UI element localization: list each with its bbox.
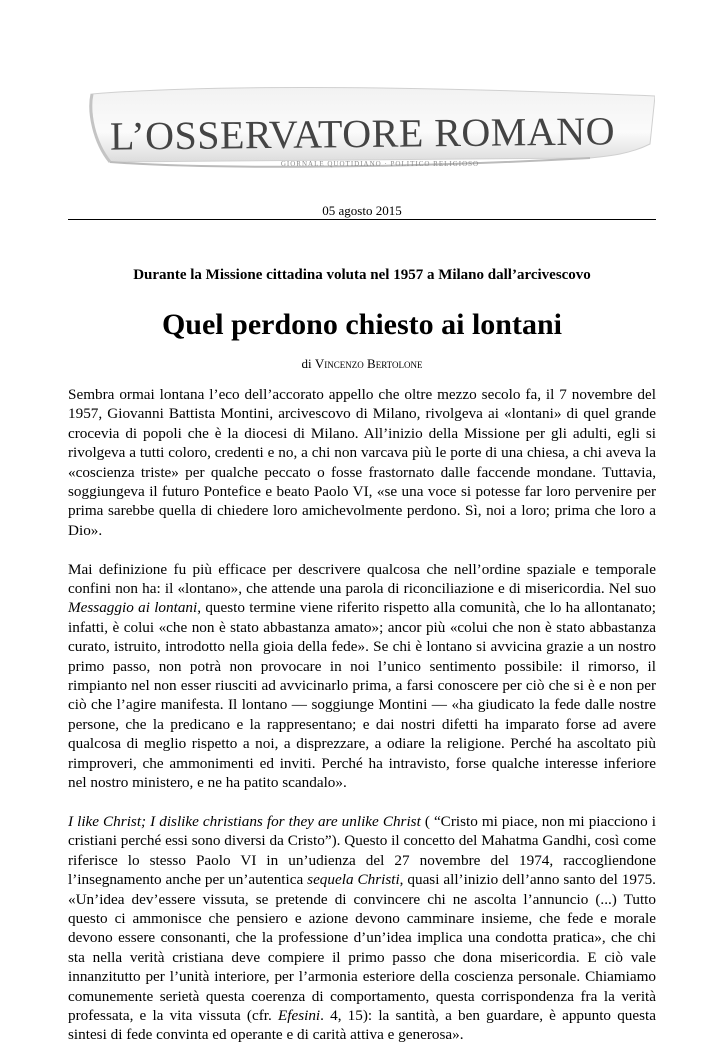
paragraph-2 xyxy=(68,560,656,793)
masthead-subtitle: GIORNALE QUOTIDIANO · POLITICO RELIGIOSO xyxy=(280,160,480,168)
paragraph-2-italic: Messaggio ai lontani xyxy=(68,599,198,617)
byline-author: Vincenzo Bertolone xyxy=(314,356,423,371)
article-kicker: Durante la Missione cittadina voluta nel 1957 a Milano dall’arcivescovo xyxy=(133,267,591,283)
paragraph-3-italic-sequela: sequela Christi xyxy=(307,871,400,889)
paragraph-3-text-a: ( “Cristo mi piace, non mi piacciono i cristiani perché essi sono diversi da Cristo”). Questo il concetto del Mahatma Gandhi, così come riferisce lo stesso Paolo VI in un’udienza del 27 novembre del 1974, raccogliendone l’insegnamento anche per un’autentica xyxy=(68,812,656,889)
publication-date: 05 agosto 2015 xyxy=(322,203,402,218)
paragraph-1: Sembra ormai lontana l’eco dell’accorato appello che oltre mezzo secolo fa, il 7 novembre del 1957, Giovanni Battista Montini, arcivescovo di Milano, rivolgeva ai «lontani» di quel grande crocevia di popoli che è la diocesi di Milano. All’inizio della Missione per gli adulti, egli si rivolgeva a tutti coloro, credenti e no, a chi non varcava più le porte di una chiesa, a chi aveva la «coscienza triste» per qualche peccato o fosse frastornato dalle faccende mondane. Tuttavia, soggiungeva il futuro Pontefice e beato Paolo VI, «se una voce si potesse far loro pervenire per prima sarebbe quella di chiedere loro amichevolmente perdono. Sì, noi a loro; prima che loro a Dio». xyxy=(68,386,656,539)
article-byline xyxy=(68,356,656,372)
paragraph-3-italic-quote: I like Christ; I dislike christians for they are unlike Christ xyxy=(68,812,421,830)
paragraph-3 xyxy=(68,812,656,1045)
paragraph-2-text-b: , questo termine viene riferito rispetto alla comunità, che lo ha allontanato; infatti, è colui «che non è stato abbastanza amato»; ancor più «colui che non è stato abbastanza curato, istruito, introdotto nella gioia della fede». Se chi è lontano si avvicina grazie a un nostro primo passo, non potrà non provocare in noi l’unico sentimento possibile: il rimorso, il rimpianto nel non esser riusciti ad avvicinarlo prima, a farsi conoscere per ciò che si è e non per ciò che l’agire manifesta. Il lontano — soggiunge Montini — «ha giudicato la fede dalle nostre persone, che la predicano e la rappresentano; e dai nostri difetti ha imparato forse ad avere qualcosa di meglio rispetto a noi, a disprezzare, a odiare la religione. Perché ha ascoltato più rimproveri, che ammonimenti ed inviti. Perché ha intravisto, forse qualche interesse inferiore nel nostro ministero, e ne ha patito scandalo». xyxy=(68,599,656,792)
newspaper-masthead xyxy=(70,82,655,182)
article-title: Quel perdono chiesto ai lontani xyxy=(161,308,563,341)
article-body xyxy=(68,385,656,1064)
paragraph-2-text-a: Mai definizione fu più efficace per descrivere qualcosa che nell’ordine spaziale e temporale confini non ha: il «lontano», che attende una parola di riconciliazione e di misericordia. Nel suo xyxy=(68,560,656,598)
paragraph-3-italic-efesini: Efesini xyxy=(277,1006,321,1024)
masthead-title: L’OSSERVATORE ROMANO xyxy=(109,108,616,159)
paragraph-3-text-b: , quasi all’inizio dell’anno santo del 1975. «Un’idea dev’essere vissuta, se pretende di convincere chi ne ascolta l’annuncio (...) Tutto questo ci ammonisce che pensiero e azione devono camminare insieme, che fede e morale devono essere consonanti, che la professione d’un’idea implica una condotta pratica», che chi sta nella verità cristiana deve compiere il primo passo che dona misericordia. E ciò vale innanzitutto per l’unità interiore, per l’armonia esteriore della coscienza personale. Chiamiamo comunemente serietà questa coerenza di comportamento, questa corrispondenza fra la verità professata, e la vita vissuta (cfr. xyxy=(68,871,656,1024)
header-divider xyxy=(68,219,656,220)
byline-prefix: di xyxy=(301,356,315,371)
paragraph-3-text-c: . 4, 15): la santità, a ben guardare, è appunto questa sintesi di fede convinta ed operante e di carità attiva e generosa». xyxy=(68,1006,656,1044)
